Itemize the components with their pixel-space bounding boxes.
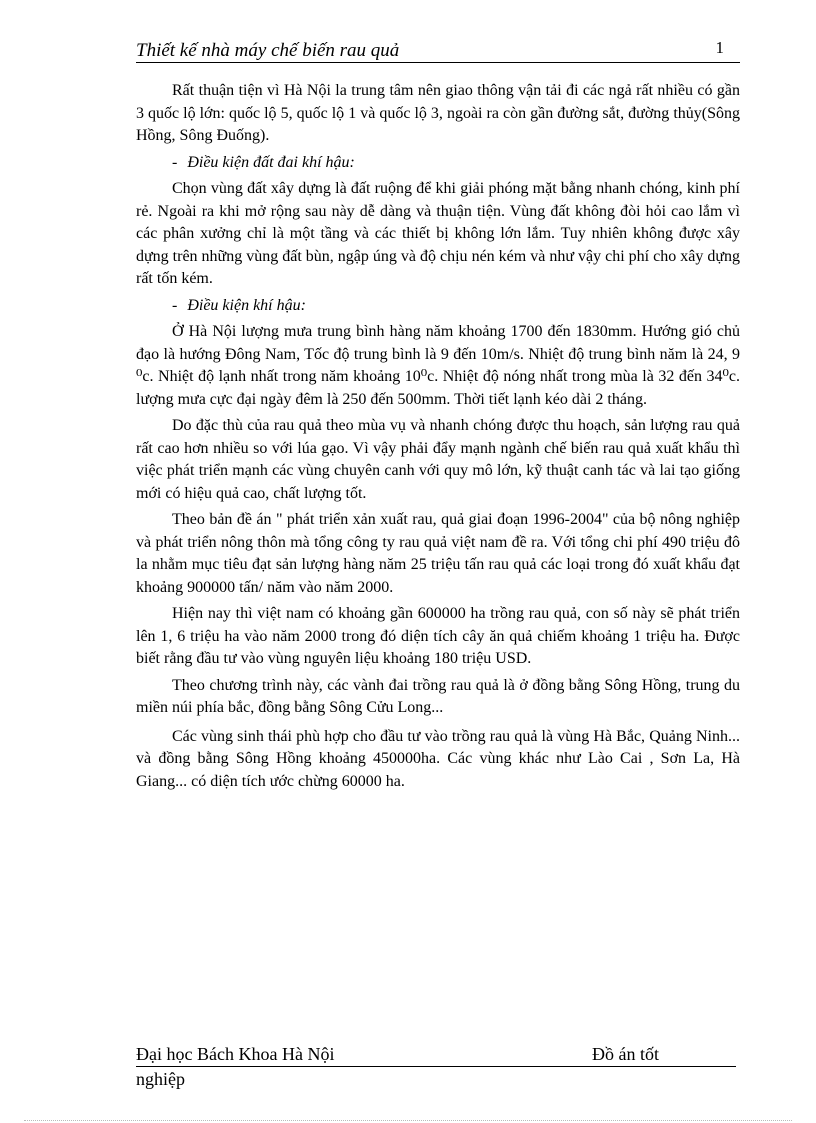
paragraph-seasonal: Do đặc thù của rau quả theo mùa vụ và nhanh chóng được thu hoạch, sản lượng rau quả rất cao hơn nhiều so với lúa gạo. Vì vậy phải đẩy mạnh ngành chế biến rau quả xuất khẩu thì việc phát triển mạnh các vùng chuyên canh với quy mô lớn, kỹ thuật canh tác và lai tạo giống mới có hiệu quả cao, chất lượng tốt. <box>136 417 740 502</box>
bullet-label: Điều kiện khí hậu: <box>187 296 306 314</box>
paragraph-land: Chọn vùng đất xây dựng là đất ruộng để khi giải phóng mặt bằng nhanh chóng, kinh phí rẻ. Ngoài ra khi mở rộng sau này dễ dàng và thuận tiện. Vùng đất không đòi hỏi cao lắm vì các phân xưởng chỉ là một tầng và các thiết bị không lớn lắm. Tuy nhiên không được xây dựng trên những vùng đất bùn, ngập úng và độ chịu nén kém và như vậy chi phí cho xây dựng rất tốn kém. <box>136 180 740 287</box>
bullet-label: Điều kiện đất đai khí hậu: <box>187 153 355 171</box>
paragraph-transport: Rất thuận tiện vì Hà Nội la trung tâm nên giao thông vận tải đi các ngả rất nhiều có gần 3 quốc lộ lớn: quốc lộ 5, quốc lộ 1 và quốc lộ 3, ngoài ra còn gần đường sắt, đường thủy(Sông Hồng, Sông Đuống). <box>136 82 740 144</box>
document-body <box>136 80 740 797</box>
paragraph-project: Theo bản đề án " phát triển xản xuất rau, quả giai đoạn 1996-2004" của bộ nông nghiệp và phát triển nông thôn mà tổng công ty rau quả việt nam đề ra. Với tổng chi phí 490 triệu đô la nhằm mục tiêu đạt sản lượng hàng năm 25 triệu tấn rau quả các loại trong đó xuất khẩu đạt khoảng 900000 tấn/ năm vào năm 2000. <box>136 511 740 596</box>
footer-project: Đồ án tốt <box>592 1044 659 1064</box>
paragraph-program: Theo chương trình này, các vành đai trồng rau quả là ở đồng bằng Sông Hồng, trung du miền núi phía bắc, đồng bằng Sông Cửu Long... <box>136 676 740 716</box>
footer-university: Đại học Bách Khoa Hà Nội <box>136 1044 335 1064</box>
footer-line <box>136 1044 736 1067</box>
bullet-dash: - <box>172 296 178 314</box>
page-header <box>136 38 740 63</box>
page-footer <box>136 1044 736 1090</box>
bullet-dash: - <box>172 153 178 171</box>
bullet-land-climate <box>136 152 740 175</box>
bullet-climate <box>136 295 740 318</box>
page-bottom-divider <box>24 1120 792 1121</box>
page-number: 1 <box>715 38 724 57</box>
header-title: Thiết kế nhà máy chế biến rau quả <box>136 40 400 61</box>
footer-continuation: nghiệp <box>136 1069 185 1089</box>
paragraph-climate: Ở Hà Nội lượng mưa trung bình hàng năm khoảng 1700 đến 1830mm. Hướng gió chủ đạo là hướng Đông Nam, Tốc độ trung bình là 9 đến 10m/s. Nhiệt độ trung bình năm là 24, 9 ⁰c. Nhiệt độ lạnh nhất trong năm khoảng 10⁰c. Nhiệt độ nóng nhất trong mùa là 32 đến 34⁰c. lượng mưa cực đại ngày đêm là 250 đến 500mm. Thời tiết lạnh kéo dài 2 tháng. <box>136 323 740 408</box>
paragraph-area: Hiện nay thì việt nam có khoảng gần 600000 ha trồng rau quả, con số này sẽ phát triển lên 1, 6 triệu ha vào năm 2000 trong đó diện tích cây ăn quả chiếm khoảng 1 triệu ha. Được biết rằng đầu tư vào vùng nguyên liệu khoảng 180 triệu USD. <box>136 605 740 667</box>
paragraph-regions: Các vùng sinh thái phù hợp cho đầu tư vào trồng rau quả là vùng Hà Bắc, Quảng Ninh... và đồng bằng Sông Hồng khoảng 450000ha. Các vùng khác như Lào Cai , Sơn La, Hà Giang... có diện tích ước chừng 60000 ha. <box>136 727 740 790</box>
